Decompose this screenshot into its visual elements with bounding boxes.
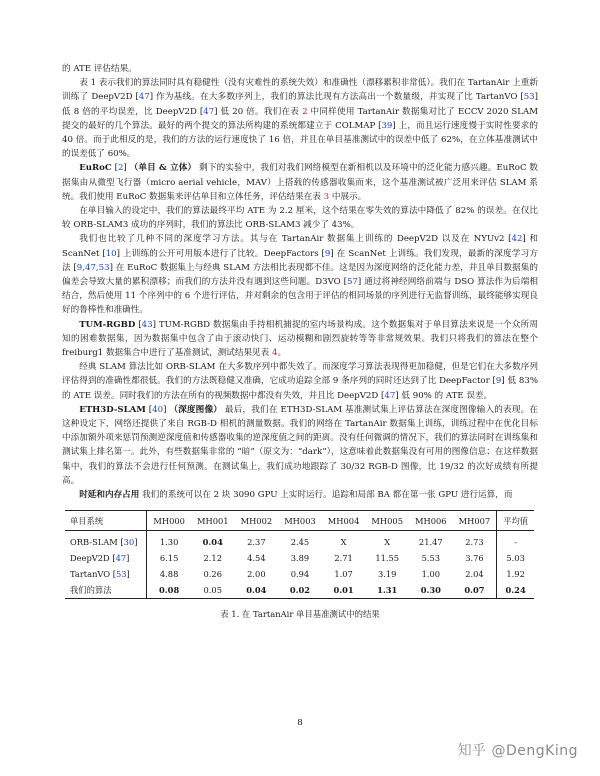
text-span: ] [123, 163, 130, 174]
table-cell: 11.55 [375, 553, 400, 564]
paragraph [62, 403, 538, 488]
paragraph [62, 204, 538, 232]
method-name: ORB-SLAM [30] [70, 537, 138, 548]
table-cell: 1.31 [377, 585, 398, 596]
text-span: ] [163, 404, 170, 415]
column-header: MH007 [458, 515, 491, 526]
citation-link[interactable]: 47 [384, 390, 396, 401]
text-span: [ [135, 319, 142, 330]
paragraph [62, 76, 538, 161]
table-cell: 1.00 [421, 569, 441, 580]
column-header: MH001 [196, 515, 229, 526]
text-span: ] 低 8 倍的平均误差，比 DeepV2D [ [62, 92, 538, 117]
table-row [65, 531, 534, 551]
column-header: MH004 [327, 515, 360, 526]
table-cell: 1.07 [334, 569, 353, 580]
table-cell: 6.15 [147, 550, 191, 566]
paragraph [62, 62, 538, 76]
table-cell: X [340, 537, 347, 548]
text-span: 在单目输入的设定中，我们的算法最终平均 ATE 为 2.2 厘米，这个结果在零失效的算法中降低了 82% 的误差。在仅比较 ORB-SLAM3 成功的序列时，我们的算法比 ORB-SLAM3 减少了 43%。 [62, 206, 538, 231]
text-span: 的 ATE 评估结果。 [62, 64, 137, 74]
citation-link[interactable]: 30 [123, 537, 135, 548]
bold-heading: 时延和内存占用 [79, 490, 140, 501]
citation-link[interactable]: 42 [511, 234, 523, 245]
text-span: ] 低 83% 的 ATE 误差。同时我们的方法在所有的视频数据中都没有失效，并且比 DeepV2D [ [62, 376, 538, 401]
text-span: 最后，我们在 ETH3D-SLAM 基准测试集上评估算法在深度图像输入的表现。在这种设定下，网络还提供了来自 RGB-D 相机的测量数据。我们的网络在 TartanAir 数据集上训练，训练过程中在优化目标中添加额外项来惩罚预测逆深度值和传感器收集的逆深度值之间的距离。没有任何微调的情况下，我们的算法同时在训练集和测试集上排名第一。此外，有些数据集非常的 “暗”（原文为：“dark”），这意味着此数据集没有可用的图像信息；在这样数据集中，我们的算法不会进行任何预测。在测试集上，我们成功地跟踪了 30/32 RGB-D 图像，比 19/32 的次好成绩有所提高。 [62, 404, 538, 486]
text-span: ] TUM-RGBD 数据集由手持相机捕捉的室内场景构成。这个数据集对于单目算法来说是一个众所周知的困难数据集，因为数据集中包含了由于滚动快门、运动模糊和剧烈旋转等等非常规效果。我们只将我们的算法在整个 freiburg1 数据集合中进行了基准测试，测试结果见表 [62, 319, 538, 359]
citation-link[interactable]: 47 [138, 92, 150, 103]
citation-link[interactable]: 9,47,53 [76, 262, 110, 273]
table-cell: 21.47 [418, 537, 443, 548]
method-label: DeepV2D [70, 553, 110, 564]
table-cell: 0.08 [147, 582, 191, 599]
citation-link[interactable]: 10 [105, 248, 117, 259]
text-span: ] 通过将神经网络前端与 DSO 算法作为后端相结合，然后使用 11 个序列中的 6 个进行评估，并对剩余的包含用于评估的相同场景的序列进行无监督训练，最终能够实现良好的鲁棒性和准确性。 [62, 277, 539, 316]
method-name [65, 582, 147, 599]
text-span: 经典 SLAM 算法比如 ORB-SLAM 在大多数序列中都失效了。而深度学习算法表现得更加稳健，但是它们在大多数序列评估得到的准确性都很低。我们的方法既稳健又准确，它成功追踪全部 9 条序列的同时还达到了比 DeepFactor [ [62, 362, 538, 387]
column-header: MH000 [147, 511, 191, 531]
table-cell: 2.37 [247, 537, 266, 548]
table-cell: 1.92 [497, 566, 534, 582]
text-span: 我们的系统可以在 2 块 3090 GPU 上实时运行。追踪和局部 BA 都在第一张 GPU 进行运算，而 [139, 490, 513, 501]
column-header: 平均值 [497, 511, 534, 531]
citation-link[interactable]: 9 [495, 376, 502, 387]
body-text [62, 62, 538, 502]
table-cell: 2.00 [247, 569, 266, 580]
table-cell: 3.19 [377, 569, 397, 580]
method-label: ORB-SLAM [70, 537, 118, 548]
bold-heading: EuRoC [79, 163, 112, 174]
method-label: TartanVO [70, 569, 111, 580]
table-cell: X [384, 537, 391, 548]
paragraph [62, 360, 538, 403]
text-span: 。 [277, 348, 287, 359]
page-number: 8 [297, 718, 303, 728]
column-header: MH006 [415, 515, 447, 526]
text-span: [ [145, 404, 153, 415]
table-cell: 5.03 [497, 550, 534, 566]
table-cell: 0.94 [290, 569, 310, 580]
table-header-row [65, 511, 534, 531]
method-name: DeepV2D [47] [70, 553, 130, 564]
citation-link[interactable]: 47 [203, 106, 215, 117]
citation-link[interactable]: 40 [152, 404, 164, 415]
table-cell: 0.24 [497, 582, 534, 599]
bold-heading: TUM-RGBD [79, 319, 136, 330]
citation-link[interactable]: 47 [115, 553, 127, 564]
table-cell: 0.01 [333, 585, 354, 596]
table-row [65, 582, 534, 599]
table-cell: 2.71 [334, 553, 353, 564]
table-cell: 0.04 [246, 585, 267, 596]
table-cell: 2.45 [290, 537, 310, 548]
page-body [62, 62, 538, 620]
text-span: ] 在 ScanNet 上训练。我们发现，最新的深度学习方法 [ [62, 248, 538, 273]
table-cell: 2.73 [465, 537, 484, 548]
table-cell: 0.02 [289, 585, 311, 596]
paragraph [62, 161, 538, 204]
method-label: 我们的算法 [70, 585, 112, 596]
paragraph [62, 488, 538, 502]
text-span: 中展示。 [329, 191, 367, 202]
bold-heading: （单目 & 立体） [129, 163, 197, 174]
paragraph [62, 232, 538, 317]
table-row [65, 550, 534, 566]
table-cell: 4.88 [147, 566, 191, 582]
citation-link[interactable]: 53 [523, 92, 535, 103]
table-cell: 0.30 [420, 585, 441, 596]
table-cell: 0.26 [203, 569, 222, 580]
citation-link[interactable]: 39 [381, 120, 393, 131]
table-cell: - [497, 531, 534, 551]
column-header: MH002 [240, 515, 273, 526]
bold-heading: ETH3D-SLAM [79, 404, 146, 415]
bold-heading: （深度图像） [169, 404, 223, 415]
table-ref-link[interactable]: 3 [323, 191, 330, 202]
text-span: 中同样使用 TartanAir 数据集对比了 ECCV 2020 SLAM 提交的最好的几个算法。最好的两个提交的算法所构建的系统都建立于 COLMAP [ [62, 106, 538, 131]
text-span: ] 上训练的公开可用版本进行了比较。DeepFactors [ [116, 248, 325, 259]
text-span: 表 1 表示我们的算法同时具有稳健性（没有灾难性的系统失效）和准确性（漂移累积非常低）。我们在 TartanAir 上重新训练了 DeepV2D [ [62, 78, 538, 103]
column-header: 单目系统 [70, 515, 104, 526]
paragraph [62, 318, 538, 361]
table-cell: 1.30 [147, 531, 191, 551]
table-cell: 0.04 [202, 537, 223, 548]
table-body [65, 531, 534, 599]
table-cell: 5.53 [421, 553, 441, 564]
citation-link[interactable]: 53 [115, 569, 127, 580]
text-span: ] 作为基线。在大多数序列上，我们的算法比现有方法高出一个数量级，并实现了比 TartanVO [ [149, 92, 524, 103]
text-span: ] 上，而且运行速度慢于实时性要求的 40 倍。而于此相反的是，我们的方法的运行速度快了 16 倍，并且在单目基准测试中的误差中低了 62%，在立体基准测试中的误差低了 60%。 [62, 120, 538, 160]
table-cell: 2.04 [465, 569, 484, 580]
results-table [65, 510, 534, 599]
watermark: 知乎 @DengKing [457, 743, 578, 759]
text-span: 剩下的实验中，我们对我们网络模型在新相机以及环境中的泛化能力感兴趣。EuRoC 数据集由从微型飞行器（micro aerial vehicle，MAV）上搭载的传感器收集而来，这个基准测试被广泛用来评估 SLAM 系统。我们使用 EuRoC 数据集来评估单目和立体任务，评估结果在表 [62, 163, 538, 202]
table-cell: 4.54 [247, 553, 266, 564]
table-cell: 3.89 [290, 553, 310, 564]
column-header: MH003 [284, 515, 316, 526]
table-ref-link[interactable]: 2 [302, 106, 308, 117]
text-span: 我们也比较了几种不同的深度学习方法。其与在 TartanAir 数据集上训练的 DeepV2D 以及在 NYUv2 [ [79, 234, 512, 245]
column-header: MH005 [371, 515, 403, 526]
text-span: ] 低 90% 的 ATE 误差。 [395, 390, 493, 401]
citation-link[interactable]: 57 [346, 277, 358, 288]
table-row [65, 566, 534, 582]
table-cell: 2.12 [203, 553, 222, 564]
text-span: ] 在 EuRoC 数据集上与经典 SLAM 方法相比表现都不佳。这是因为深度网络的泛化能力差，并且单目数据集的偏差会导致大量的累积漂移；而我们的方法并没有遇到这些问题。D3VO [ [62, 262, 539, 288]
text-span: [ [111, 163, 118, 174]
table-cell: 0.07 [464, 585, 485, 596]
method-name: TartanVO [53] [70, 569, 130, 580]
table-cell: 3.76 [465, 553, 484, 564]
table-ref-link[interactable]: 4 [271, 348, 278, 359]
citation-link[interactable]: 43 [141, 319, 153, 330]
citation-link[interactable]: 2 [117, 163, 124, 174]
text-span: ] 低 20 倍。我们在表 [214, 106, 303, 117]
table-caption: 表 1. 在 TartanAir 单目基准测试中的结果 [220, 609, 380, 620]
text-span: ] 和 ScanNet [ [62, 234, 538, 259]
citation-link[interactable]: 9 [324, 248, 331, 259]
table-cell: 0.05 [203, 585, 222, 596]
